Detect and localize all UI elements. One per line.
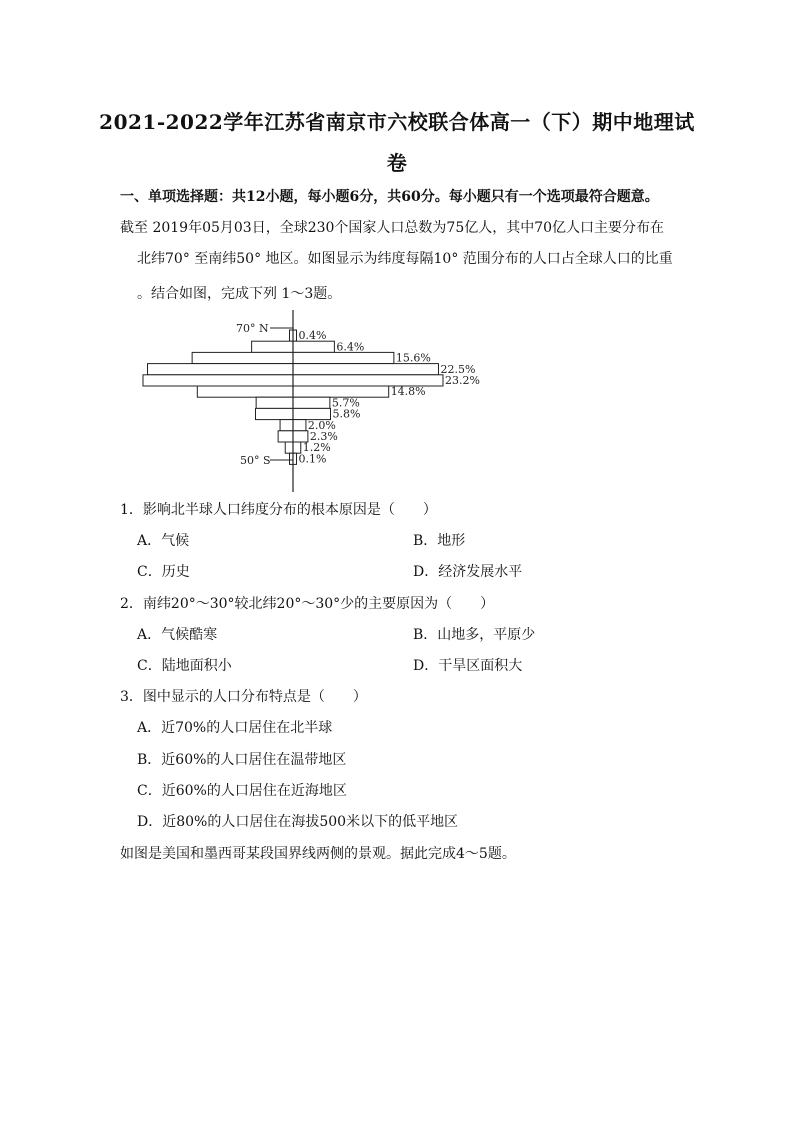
question-3-option-d[interactable]: D．近80%的人口居住在海拔500米以下的低平地区 (137, 814, 459, 830)
north-lat-label: 70° N (236, 322, 269, 335)
document-title-line1: 2021-2022学年江苏省南京市六校联合体高一（下）期中地理试 (99, 110, 695, 134)
question-1-option-c[interactable]: C．历史 (137, 564, 190, 580)
question-2-option-c[interactable]: C．陆地面积小 (137, 658, 232, 674)
population-label-11: 0.1% (298, 452, 327, 466)
next-question-intro: 如图是美国和墨西哥某段国界线两侧的景观。据此完成4～5题。 (120, 846, 516, 862)
population-label-0: 0.4% (298, 329, 327, 343)
intro-line-3: 。结合如图，完成下列 1～3题。 (137, 286, 342, 302)
question-1-stem: 1．影响北半球人口纬度分布的根本原因是（ ） (120, 502, 437, 518)
question-2-option-a[interactable]: A．气候酷寒 (137, 627, 218, 643)
question-3-stem: 3．图中显示的人口分布特点是（ ） (120, 689, 367, 705)
population-label-8: 2.0% (307, 418, 336, 432)
population-label-3: 22.5% (440, 362, 476, 376)
population-label-9: 2.3% (309, 430, 338, 443)
section-heading: 一、单项选择题：共12小题，每小题6分，共60分。每小题只有一个选项最符合题意。 (120, 189, 659, 205)
question-2-stem: 2．南纬20°～30°较北纬20°～30°少的主要原因为（ ） (120, 596, 495, 612)
question-1-option-b[interactable]: B．地形 (413, 533, 466, 549)
question-1-option-d[interactable]: D．经济发展水平 (413, 564, 523, 580)
population-latitude-chart (138, 310, 498, 492)
population-label-1: 6.4% (336, 340, 365, 354)
population-label-10: 1.2% (302, 441, 331, 455)
south-lat-label: 50° S (240, 454, 271, 467)
question-3-option-b[interactable]: B．近60%的人口居住在温带地区 (137, 752, 347, 768)
question-2-option-d[interactable]: D．干旱区面积大 (413, 658, 523, 674)
population-label-5: 14.8% (390, 385, 426, 399)
intro-line-2: 北纬70° 至南纬50° 地区。如图显示为纬度每隔10° 范围分布的人口占全球人口的比重 (137, 251, 673, 267)
question-3-option-a[interactable]: A．近70%的人口居住在北半球 (137, 720, 333, 736)
population-label-4: 23.2% (445, 374, 480, 387)
intro-line-1: 截至 2019年05月03日，全球230个国家人口总数为75亿人，其中70亿人口主要分布在 (120, 220, 665, 236)
question-2-option-b[interactable]: B．山地多，平原少 (413, 627, 536, 643)
population-label-6: 5.7% (331, 396, 360, 410)
question-3-option-c[interactable]: C．近60%的人口居住在近海地区 (137, 783, 347, 799)
population-label-7: 5.8% (332, 407, 361, 421)
document-title-line2: 卷 (386, 151, 408, 175)
population-label-2: 15.6% (395, 351, 431, 365)
question-1-option-a[interactable]: A．气候 (137, 533, 190, 549)
